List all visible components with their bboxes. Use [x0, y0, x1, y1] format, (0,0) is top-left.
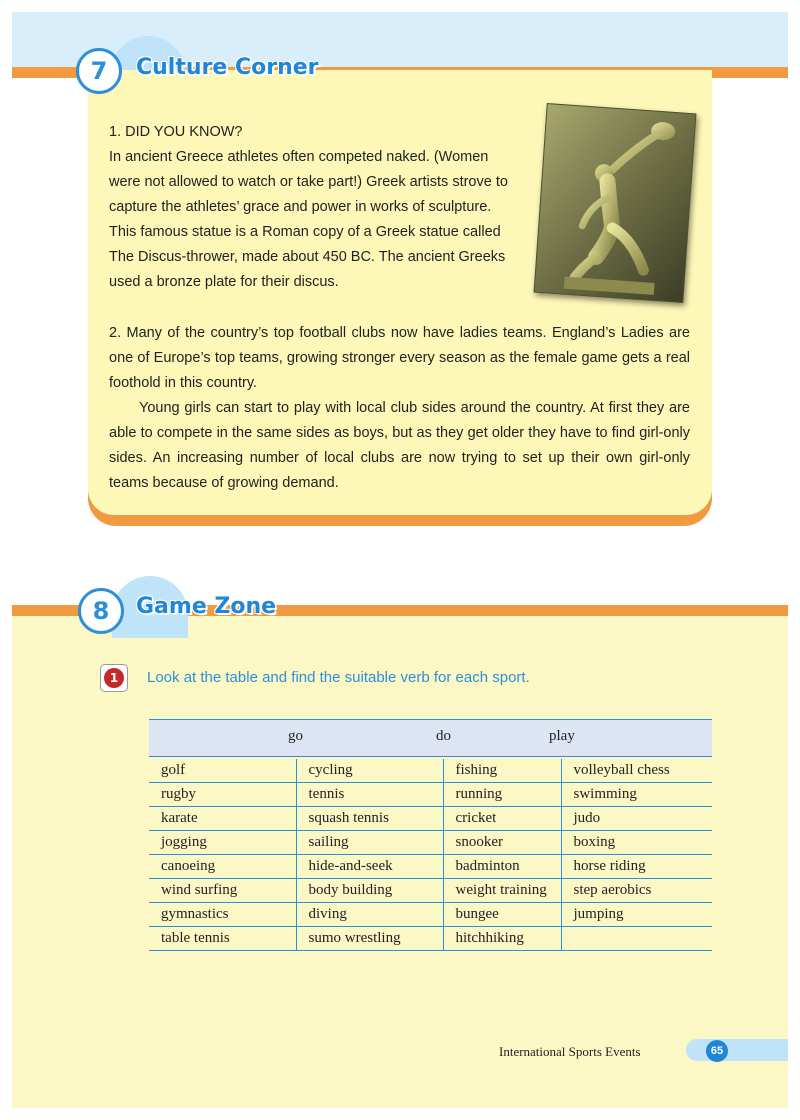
- table-cell: boxing: [561, 831, 712, 855]
- table-cell: weight training: [443, 879, 561, 903]
- table-cell: snooker: [443, 831, 561, 855]
- table-cell: sumo wrestling: [296, 927, 443, 951]
- task-number: 1: [104, 668, 124, 688]
- table-row: [149, 831, 712, 855]
- did-you-know-block: [109, 120, 549, 295]
- table-cell: swimming: [561, 783, 712, 807]
- did-you-know-line: capture the athletes’ grace and power in works of sculpture.: [109, 199, 492, 215]
- verb-header-row: [149, 719, 712, 757]
- table-row: [149, 927, 712, 951]
- footer-band: [686, 1039, 788, 1061]
- paragraph-ladies-teams: 2. Many of the country’s top football clubs now have ladies teams. England’s Ladies are one of Europe’s top teams, growing stronger every season as the female game gets a real foothold in this country.: [109, 325, 690, 391]
- culture-corner-title: Culture Corner: [136, 55, 319, 80]
- table-cell: fishing: [443, 759, 561, 783]
- table-cell: cricket: [443, 807, 561, 831]
- did-you-know-heading: 1. DID YOU KNOW?: [109, 124, 243, 140]
- table-cell: rugby: [149, 783, 296, 807]
- table-cell: canoeing: [149, 855, 296, 879]
- table-cell: sailing: [296, 831, 443, 855]
- game-zone-title: Game Zone: [136, 594, 277, 619]
- did-you-know-line: The Discus-thrower, made about 450 BC. The ancient Greeks: [109, 249, 506, 265]
- did-you-know-line: were not allowed to watch or take part!) Greek artists strove to: [109, 174, 508, 190]
- table-cell: wind surfing: [149, 879, 296, 903]
- table-cell: hitchhiking: [443, 927, 561, 951]
- table-cell: diving: [296, 903, 443, 927]
- discus-thrower-statue-image: [534, 103, 697, 303]
- page-number: 65: [706, 1040, 728, 1062]
- table-row: [149, 759, 712, 783]
- did-you-know-line: This famous statue is a Roman copy of a Greek statue called: [109, 224, 501, 240]
- table-cell: [561, 927, 712, 951]
- verb-go: go: [288, 728, 303, 744]
- table-cell: karate: [149, 807, 296, 831]
- table-cell: step aerobics: [561, 879, 712, 903]
- table-cell: squash tennis: [296, 807, 443, 831]
- ladies-football-text: [109, 321, 690, 496]
- table-row: [149, 783, 712, 807]
- sports-verb-table: [149, 719, 712, 951]
- task-number-badge: [100, 664, 128, 692]
- table-row: [149, 807, 712, 831]
- table-cell: bungee: [443, 903, 561, 927]
- table-cell: running: [443, 783, 561, 807]
- table-cell: gymnastics: [149, 903, 296, 927]
- table-cell: body building: [296, 879, 443, 903]
- did-you-know-line: used a bronze plate for their discus.: [109, 274, 339, 290]
- task-instruction: Look at the table and find the suitable verb for each sport.: [147, 669, 530, 686]
- did-you-know-line: In ancient Greece athletes often competed naked. (Women: [109, 149, 489, 165]
- table-row: [149, 903, 712, 927]
- table-row: [149, 855, 712, 879]
- table-cell: judo: [561, 807, 712, 831]
- table-cell: cycling: [296, 759, 443, 783]
- table-cell: golf: [149, 759, 296, 783]
- table-cell: table tennis: [149, 927, 296, 951]
- section-7-number: 7: [76, 48, 122, 94]
- section-8-number: 8: [78, 588, 124, 634]
- table-cell: tennis: [296, 783, 443, 807]
- table-cell: horse riding: [561, 855, 712, 879]
- table-cell: jogging: [149, 831, 296, 855]
- table-row: [149, 879, 712, 903]
- table-cell: jumping: [561, 903, 712, 927]
- table-cell: hide-and-seek: [296, 855, 443, 879]
- sports-table: [149, 759, 712, 951]
- paragraph-young-girls: Young girls can start to play with local club sides around the country. At first they are able to compete in the same sides as boys, but as they get older they have to find girl-only sides. An increasing number of local clubs are now trying to set up their own girl-only teams because of growing demand.: [109, 400, 690, 491]
- table-cell: badminton: [443, 855, 561, 879]
- book-title: International Sports Events: [499, 1044, 641, 1059]
- verb-play: play: [549, 728, 575, 744]
- table-cell: volleyball chess: [561, 759, 712, 783]
- verb-do: do: [436, 728, 451, 744]
